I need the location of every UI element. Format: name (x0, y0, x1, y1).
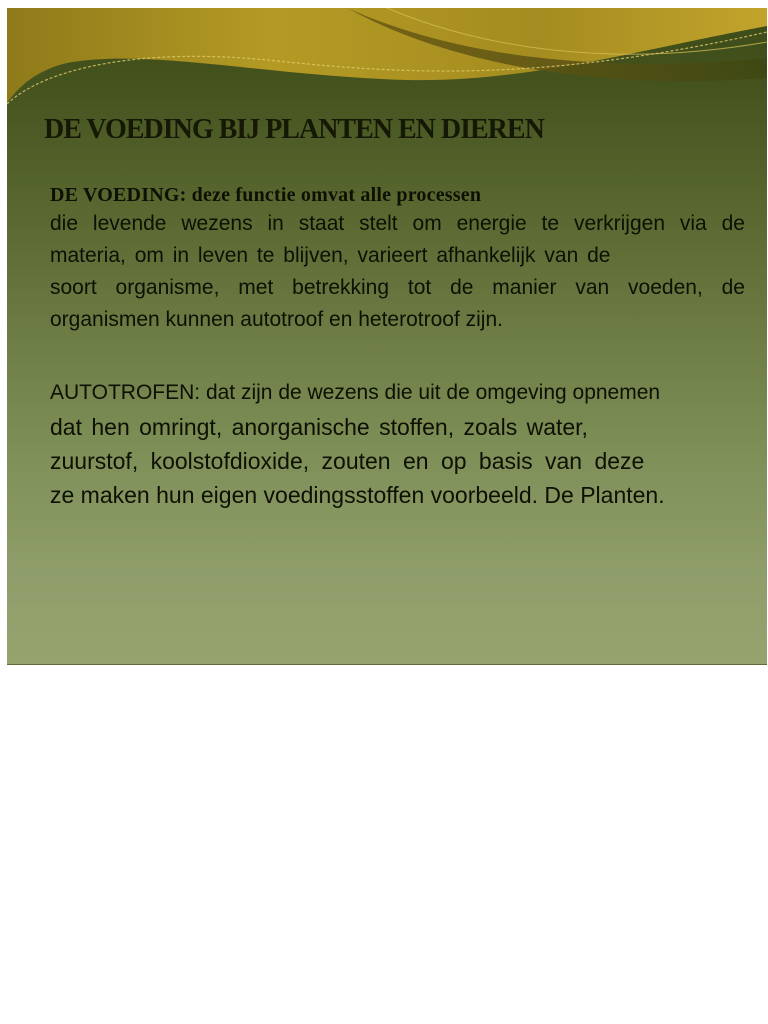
paragraph-line: AUTOTROFEN: dat zijn de wezens die uit de omgeving opnemen (50, 381, 661, 404)
paragraph-line: soort organisme, met betrekking tot de manier van voeden, de (50, 276, 745, 299)
paragraph-autotrofen (50, 376, 745, 512)
gold-wave-shape (7, 8, 767, 103)
decorative-swoosh-banner (7, 8, 767, 128)
paragraph-line: zuurstof, koolstofdioxide, zouten en op basis van deze (50, 448, 645, 474)
paragraph-line: ze maken hun eigen voedingsstoffen voorbeeld. De Planten. (50, 482, 665, 508)
presentation-slide (7, 8, 767, 665)
paragraph-line: organismen kunnen autotroof en heterotroof zijn. (50, 308, 503, 331)
paragraph-voeding (50, 182, 745, 336)
paragraph-line: dat hen omringt, anorganische stoffen, zoals water, (50, 414, 588, 440)
slide-title: DE VOEDING BIJ PLANTEN EN DIEREN (44, 114, 544, 145)
paragraph-line: die levende wezens in staat stelt om energie te verkrijgen via de (50, 212, 745, 235)
paragraph-line: materia, om in leven te blijven, varieert afhankelijk van de (50, 244, 611, 267)
paragraph-line: DE VOEDING: deze functie omvat alle processen (50, 184, 482, 206)
